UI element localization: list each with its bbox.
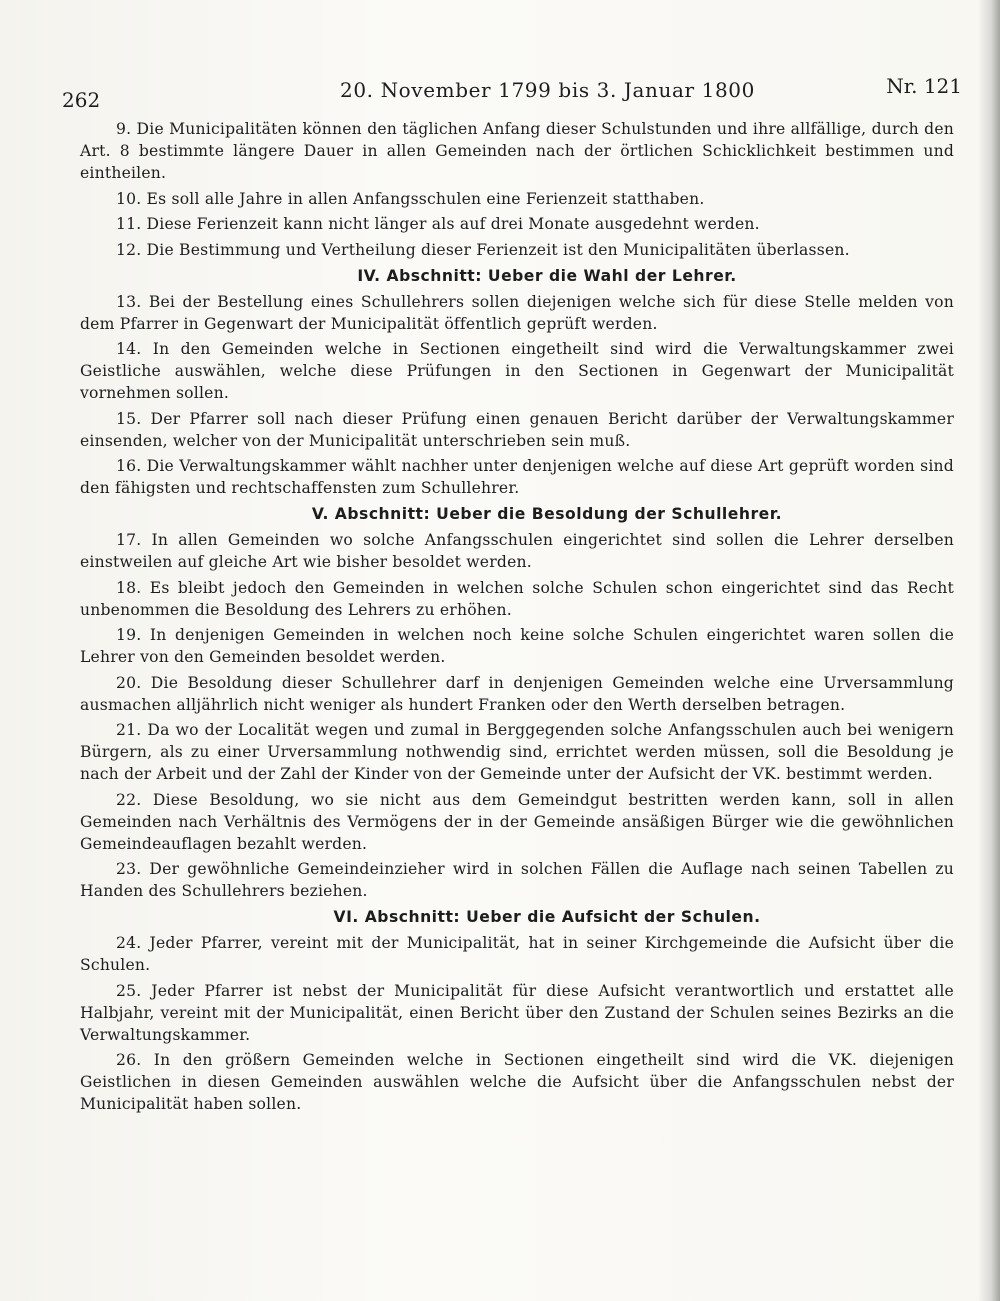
paragraph-15: 15. Der Pfarrer soll nach dieser Prüfung einen genauen Bericht darüber der Verwaltungskammer einsenden, welcher von der Municipalität unterschrieben sein muß. [80, 409, 954, 450]
paragraph-26: 26. In den größern Gemeinden welche in Sectionen eingetheilt sind wird die VK. diejenigen Geistlichen in diesen Gemeinden auswählen welche die Aufsicht über die Anfangsschulen nebst der Municipalität haben sollen. [80, 1051, 954, 1113]
paragraph-14: 14. In den Gemeinden welche in Sectionen eingetheilt sind wird die Verwaltungskammer zwei Geistliche auswählen, welche diese Prüfungen in den Sectionen in Gegenwart der Municipalität vornehmen sollen. [80, 340, 954, 402]
paragraph-9: 9. Die Municipalitäten können den täglichen Anfang dieser Schulstunden und ihre allfällige, durch den Art. 8 bestimmte längere Dauer in allen Gemeinden nach der örtlichen Schicklichkeit bestimmen und eintheilen. [80, 120, 954, 182]
section-heading-v: V. Abschnitt: Ueber die Besoldung der Schullehrer. [311, 505, 783, 523]
paragraph-20: 20. Die Besoldung dieser Schullehrer darf in denjenigen Gemeinden welche eine Urversammlung ausmachen alljährlich nicht weniger als hundert Franken oder den Werth derselben betragen. [80, 673, 954, 714]
header-date-range: 20. November 1799 bis 3. Januar 1800 [340, 78, 755, 102]
paragraph-10: 10. Es soll alle Jahre in allen Anfangsschulen eine Ferienzeit statthaben. [116, 189, 705, 208]
paragraph-22: 22. Diese Besoldung, wo sie nicht aus dem Gemeindgut bestritten werden kann, soll in allen Gemeinden nach Verhältnis des Vermögens der in der Gemeinde ansäßigen Bürger wie die gewöhnlichen Gemeindeauflagen bezahlt werden. [80, 790, 954, 853]
header-document-number: Nr. 121 [886, 74, 962, 98]
paragraph-19: 19. In denjenigen Gemeinden in welchen noch keine solche Schulen eingerichtet waren sollen die Lehrer von den Gemeinden besoldet werden. [80, 626, 954, 666]
paragraph-13: 13. Bei der Bestellung eines Schullehrers sollen diejenigen welche sich für diese Stelle melden von dem Pfarrer in Gegenwart der Municipalität öffentlich geprüft werden. [80, 292, 954, 333]
page-number: 262 [62, 88, 101, 112]
paragraph-12: 12. Die Bestimmung und Vertheilung dieser Ferienzeit ist den Municipalitäten überlassen. [116, 240, 850, 259]
section-heading-iv: IV. Abschnitt: Ueber die Wahl der Lehrer. [357, 266, 737, 285]
paragraph-25: 25. Jeder Pfarrer ist nebst der Municipalität für diese Aufsicht verantwortlich und erstattet alle Halbjahr, vereint mit der Municipalität, einen Bericht über den Zustand der Schulen seines Bezirks an die Verwaltungskammer. [80, 981, 954, 1044]
paragraph-24: 24. Jeder Pfarrer, vereint mit der Municipalität, hat in seiner Kirchgemeinde die Aufsicht über die Schulen. [80, 934, 954, 974]
paragraph-17: 17. In allen Gemeinden wo solche Anfangsschulen eingerichtet sind sollen die Lehrer derselben einstweilen auf gleiche Art wie bisher besoldet werden. [80, 531, 954, 571]
paragraph-21: 21. Da wo der Localität wegen und zumal in Berggegenden solche Anfangsschulen auch bei wenigern Bürgern, als zu einer Urversammlung nothwendig sind, errichtet werden müssen, soll die Besoldung je nach der Arbeit und der Zahl der Kinder von der Gemeinde unter der Aufsicht der VK. bestimmt werden. [80, 721, 954, 783]
page-edge-shadow [978, 0, 1000, 1301]
paragraph-23: 23. Der gewöhnliche Gemeindeinzieher wird in solchen Fällen die Auflage nach seinen Tabellen zu Handen des Schullehrers beziehen. [80, 860, 954, 900]
section-heading-vi: VI. Abschnitt: Ueber die Aufsicht der Schulen. [333, 908, 761, 926]
paragraph-16: 16. Die Verwaltungskammer wählt nachher unter denjenigen welche auf diese Art geprüft worden sind den fähigsten und rechtschaffensten zum Schullehrer. [80, 457, 954, 497]
document-body [80, 118, 954, 1119]
page-header [62, 74, 962, 112]
paragraph-18: 18. Es bleibt jedoch den Gemeinden in welchen solche Schulen schon eingerichtet sind das Recht unbenommen die Besoldung des Lehrers zu erhöhen. [80, 578, 954, 619]
paragraph-11: 11. Diese Ferienzeit kann nicht länger als auf drei Monate ausgedehnt werden. [116, 215, 760, 233]
